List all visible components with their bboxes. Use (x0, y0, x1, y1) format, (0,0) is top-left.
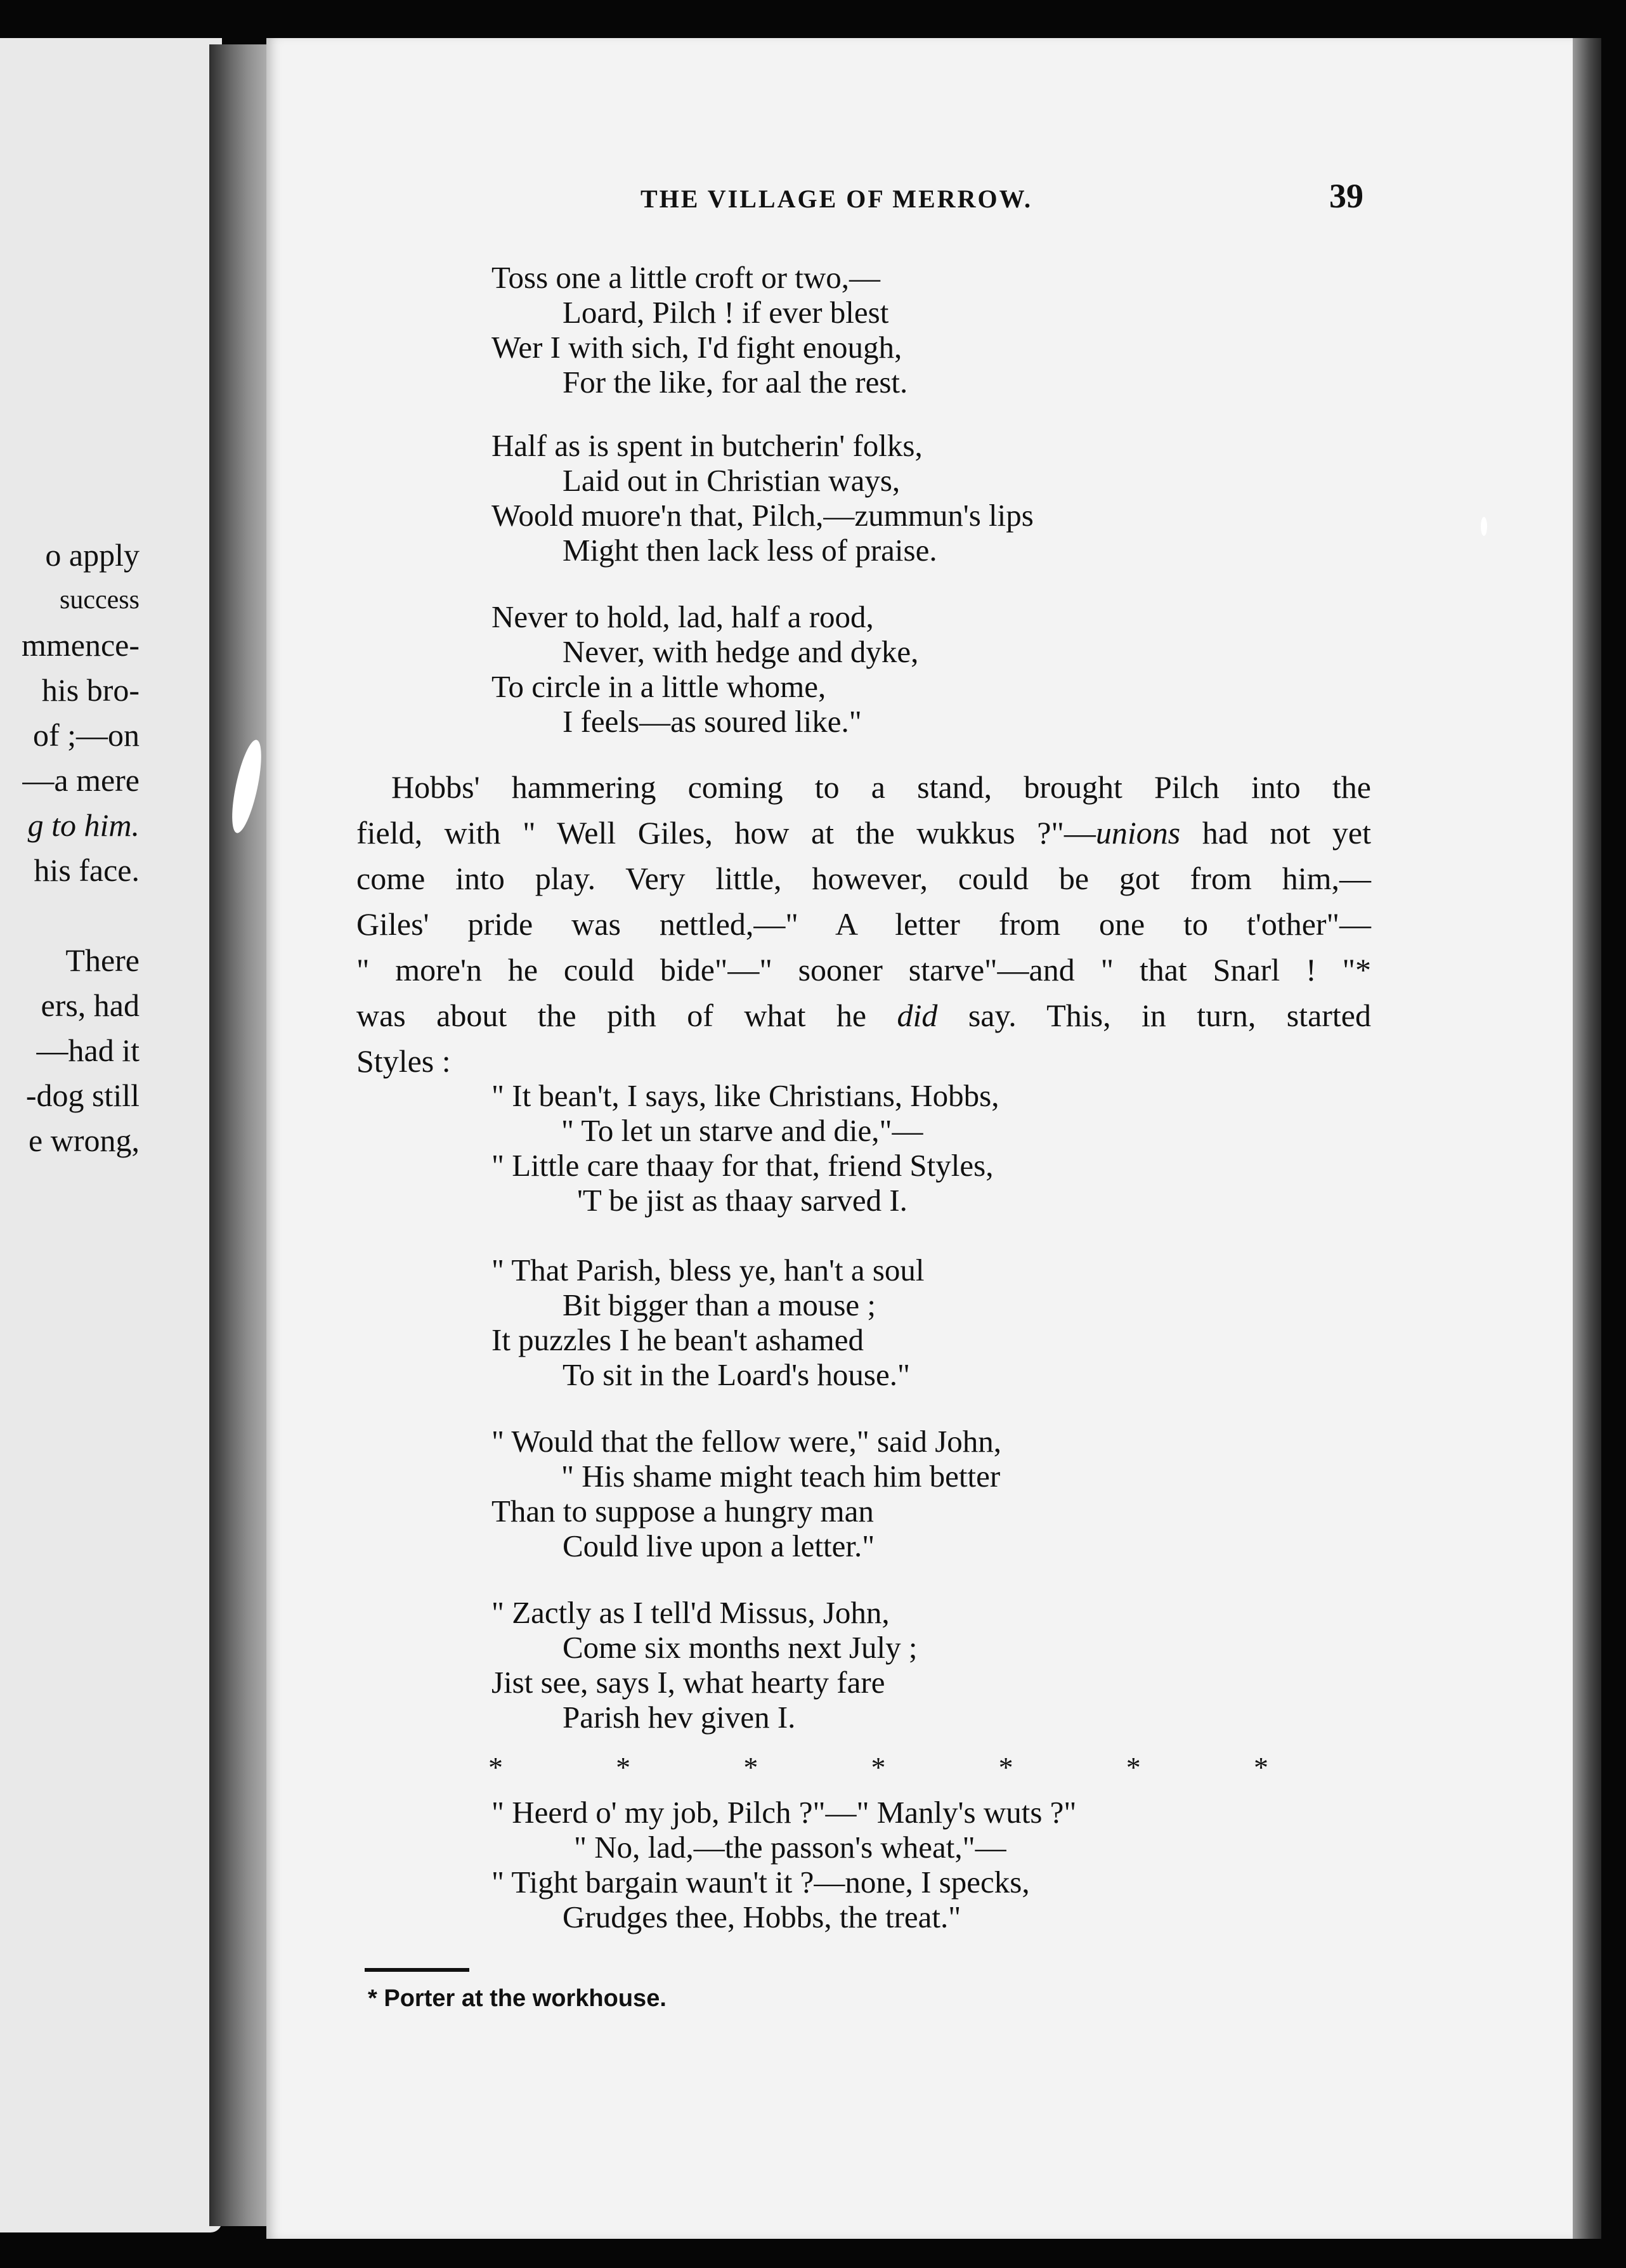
left-line: g to him. (27, 807, 140, 843)
footnote-rule (365, 1968, 469, 1972)
left-line: -dog still (25, 1078, 140, 1113)
verse-line: " Little care thaay for that, friend Styles, (491, 1148, 994, 1183)
verse-line: I feels—as soured like." (563, 704, 862, 739)
prose-line: Hobbs' hammering coming to a stand, brought Pilch into the (391, 769, 1371, 805)
verse-line: " To let un starve and die,"— (561, 1113, 923, 1148)
verse-line: Loard, Pilch ! if ever blest (563, 295, 889, 330)
verse-line: " His shame might teach him better (561, 1459, 1001, 1494)
verse-line: " Heerd o' my job, Pilch ?"—" Manly's wuts ?" (491, 1795, 1077, 1830)
verse-line: For the like, for aal the rest. (563, 365, 908, 400)
verse-line: Could live upon a letter." (563, 1528, 875, 1563)
verse-line: " It bean't, I says, like Christians, Hobbs, (491, 1078, 999, 1113)
left-line: success (60, 585, 140, 615)
asterisk: * (1253, 1751, 1268, 1783)
scan-speck (1481, 517, 1487, 536)
left-page-text (0, 533, 140, 1163)
stanza (491, 428, 1034, 568)
verse-line: Than to suppose a hungry man (491, 1494, 874, 1528)
left-line: mmence- (21, 627, 140, 663)
verse-line: To circle in a little whome, (491, 669, 826, 704)
verse-line: Woold muore'n that, Pilch,—zummun's lips (491, 498, 1034, 533)
left-line: e wrong, (29, 1123, 140, 1158)
left-line: ers, had (41, 987, 140, 1023)
prose-line: Giles' pride was nettled,—" A letter from one to t'other"— (356, 906, 1371, 942)
stanza (491, 1078, 999, 1218)
left-facing-page (0, 38, 222, 2232)
stanza (491, 1253, 925, 1392)
prose-text: field, with " Well Giles, how at the wukkus ?"— (356, 815, 1096, 850)
stanza (491, 260, 907, 400)
stanza (491, 1795, 1076, 1934)
verse-line: Might then lack less of praise. (563, 533, 937, 568)
header-title: THE VILLAGE OF MERROW. (641, 185, 1032, 213)
verse-line: Parish hev given I. (563, 1700, 796, 1735)
prose-line (356, 993, 1371, 1038)
verse-line: To sit in the Loard's house." (563, 1357, 910, 1392)
verse-line: Never to hold, lad, half a rood, (491, 599, 874, 634)
verse-line: " Would that the fellow were," said John, (491, 1424, 1002, 1459)
asterisk: * (616, 1751, 631, 1783)
book-gutter (209, 44, 273, 2226)
left-line: o apply (45, 537, 140, 573)
verse-line: Bit bigger than a mouse ; (563, 1287, 876, 1322)
prose-line (356, 810, 1371, 856)
prose-text: was about the pith of what he (356, 998, 897, 1033)
stanza (491, 599, 918, 739)
asterisk: * (998, 1751, 1013, 1783)
section-break-asterisks (488, 1750, 1268, 1784)
verse-line: Come six months next July ; (563, 1630, 918, 1665)
left-line: There (65, 942, 140, 978)
left-line: his bro- (41, 672, 140, 708)
verse-line: Grudges thee, Hobbs, the treat." (563, 1900, 961, 1934)
verse-line: Half as is spent in butcherin' folks, (491, 428, 923, 463)
left-line: his face. (34, 852, 140, 888)
left-line: —had it (36, 1033, 140, 1068)
asterisk: * (871, 1751, 886, 1783)
asterisk: * (743, 1751, 758, 1783)
asterisk: * (488, 1751, 503, 1783)
stanza (491, 1424, 1001, 1563)
stanza (491, 1595, 917, 1735)
left-line: —a mere (22, 762, 140, 798)
page-number: 39 (1329, 177, 1363, 215)
prose-line: " more'n he could bide"—" sooner starve"—and " that Snarl ! "* (356, 952, 1371, 987)
left-line (0, 893, 140, 938)
verse-line: " Zactly as I tell'd Missus, John, (491, 1595, 890, 1630)
prose-paragraph (356, 764, 1371, 1084)
left-line: of ;—on (32, 717, 140, 753)
verse-line: 'T be jist as thaay sarved I. (577, 1183, 907, 1218)
verse-line: Jist see, says I, what hearty fare (491, 1665, 885, 1700)
prose-italic: unions (1095, 815, 1181, 850)
verse-line: Wer I with sich, I'd fight enough, (491, 330, 902, 365)
page-edge (1573, 38, 1601, 2239)
verse-line: " No, lad,—the passon's wheat,"— (574, 1830, 1006, 1865)
verse-line: Toss one a little croft or two,— (491, 260, 881, 295)
verse-line: " That Parish, bless ye, han't a soul (491, 1253, 925, 1287)
asterisk: * (1126, 1751, 1141, 1783)
prose-italic: did (897, 998, 938, 1033)
prose-line: Styles : (356, 1043, 451, 1079)
footnote: * Porter at the workhouse. (368, 1985, 667, 2012)
verse-line: It puzzles I he bean't ashamed (491, 1322, 864, 1357)
prose-text: had not yet (1180, 815, 1371, 850)
verse-line: Laid out in Christian ways, (563, 463, 901, 498)
prose-line: come into play. Very little, however, could be got from him,— (356, 861, 1371, 896)
verse-line: Never, with hedge and dyke, (563, 634, 919, 669)
prose-text: say. This, in turn, started (937, 998, 1371, 1033)
verse-line: " Tight bargain waun't it ?—none, I specks, (491, 1865, 1030, 1900)
